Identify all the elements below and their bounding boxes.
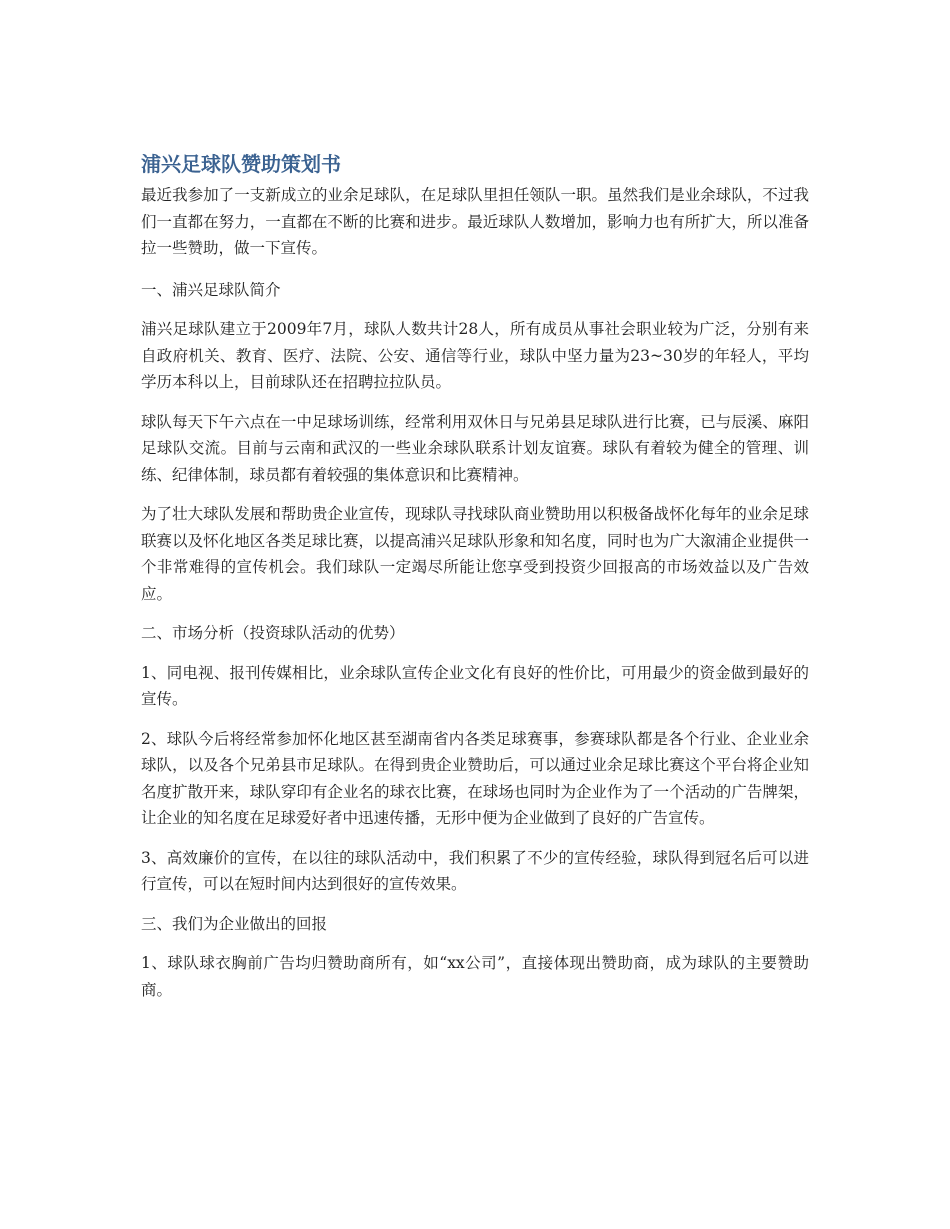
section-2-paragraph-3: 3、高效廉价的宣传，在以往的球队活动中，我们积累了不少的宣传经验，球队得到冠名后可以进行宣传，可以在短时间内达到很好的宣传效果。: [141, 848, 809, 893]
section-3-heading: 三、我们为企业做出的回报: [141, 914, 328, 933]
section-1-paragraph-2: 球队每天下午六点在一中足球场训练，经常利用双休日与兄弟县足球队进行比赛，已与辰溪、麻阳足球队交流。目前与云南和武汉的一些业余球队联系计划友谊赛。球队有着较为健全的管理、训练、纪律体制，球员都有着较强的集体意识和比赛精神。: [141, 412, 809, 484]
section-1-heading: 一、浦兴足球队简介: [141, 280, 281, 299]
section-1-paragraph-3: 为了壮大球队发展和帮助贵企业宣传，现球队寻找球队商业赞助用以积极备战怀化每年的业余足球联赛以及怀化地区各类足球比赛，以提高浦兴足球队形象和知名度，同时也为广大溆浦企业提供一个非常难得的宣传机会。我们球队一定竭尽所能让您享受到投资少回报高的市场效益以及广告效应。: [141, 505, 809, 603]
section-2-paragraph-1: 1、同电视、报刊传媒相比，业余球队宣传企业文化有良好的性价比，可用最少的资金做到最好的宣传。: [141, 663, 809, 708]
section-2-paragraph-2: 2、球队今后将经常参加怀化地区甚至湖南省内各类足球赛事，参赛球队都是各个行业、企业业余球队，以及各个兄弟县市足球队。在得到贵企业赞助后，可以通过业余足球比赛这个平台将企业知名度扩散开来，球队穿印有企业名的球衣比赛，在球场也同时为企业作为了一个活动的广告牌架，让企业的知名度在足球爱好者中迅速传播，无形中便为企业做到了良好的广告宣传。: [141, 729, 809, 827]
document-page: [141, 150, 809, 1016]
intro-paragraph: 最近我参加了一支新成立的业余足球队，在足球队里担任领队一职。虽然我们是业余球队，不过我们一直都在努力，一直都在不断的比赛和进步。最近球队人数增加，影响力也有所扩大，所以准备拉一些赞助，做一下宣传。: [141, 186, 809, 257]
section-2-heading: 二、市场分析（投资球队活动的优势）: [141, 624, 405, 642]
document-title: 浦兴足球队赞助策划书: [141, 152, 341, 176]
section-3-paragraph-1: 1、球队球衣胸前广告均归赞助商所有，如“xx公司”，直接体现出赞助商，成为球队的主要赞助商。: [141, 954, 809, 999]
section-1-paragraph-1: 浦兴足球队建立于2009年7月，球队人数共计28人，所有成员从事社会职业较为广泛，分别有来自政府机关、教育、医疗、法院、公安、通信等行业，球队中坚力量为23~30岁的年轻人，平均学历本科以上，目前球队还在招聘拉拉队员。: [141, 320, 809, 391]
